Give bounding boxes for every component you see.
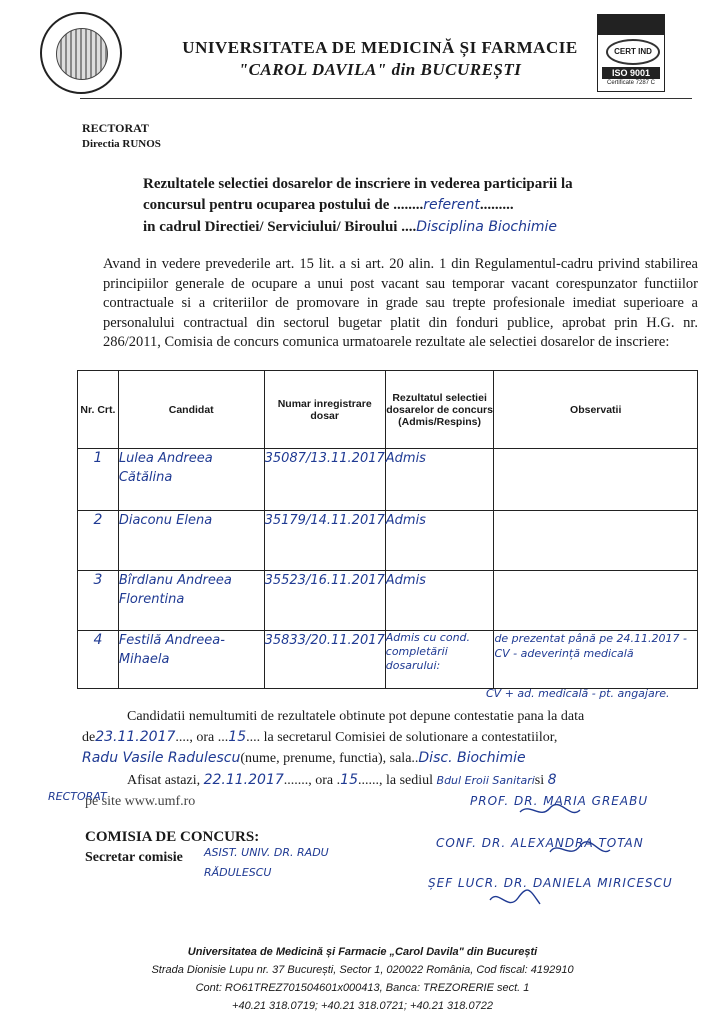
signature-1 bbox=[520, 805, 580, 813]
posted-time: 15 bbox=[340, 772, 358, 788]
footer-line3: Cont: RO61TREZ701504601x000413, Banca: TREZORERIE sect. 1 bbox=[195, 982, 530, 994]
footer-line1: Universitatea de Medicină și Farmacie „Carol Davila" din București bbox=[187, 946, 538, 958]
member3-name: ȘEF LUCR. DR. DANIELA MIRICESCU bbox=[428, 876, 673, 890]
footer-line2: Strada Dionisie Lupu nr. 37 București, Sector 1, 020022 România, Cod fiscal: 4192910 bbox=[151, 964, 574, 976]
closing-secretary-text: la secretarul Comisiei de solutionare a contestatiilor, bbox=[263, 730, 558, 745]
table-header-row bbox=[78, 371, 698, 449]
posted-sediu-value: Bdul Eroii Sanitari bbox=[436, 774, 535, 787]
cert-iso-label: ISO 9001 bbox=[602, 67, 660, 79]
doc-title-line1: Rezultatele selectiei dosarelor de inscriere in vederea participarii la bbox=[143, 176, 573, 192]
col-numar: Numar inregistrare dosar bbox=[264, 371, 385, 449]
row-nr: 4 bbox=[78, 631, 119, 689]
university-name-line2: "CAROL DAVILA" din BUCUREȘTI bbox=[238, 60, 522, 79]
row-dosar: 35833/20.11.2017 bbox=[264, 631, 385, 689]
table-row bbox=[78, 631, 698, 689]
row-observatii bbox=[494, 511, 698, 571]
closing-de: de bbox=[82, 730, 96, 745]
row-candidat: Lulea Andreea Cătălina bbox=[118, 449, 264, 511]
signature-3 bbox=[490, 890, 540, 904]
row-nr: 3 bbox=[78, 571, 119, 631]
closing-line4: Afisat astazi, 22.11.2017......., ora .15......, la sediul Bdul Eroii Sanitarisi 8 bbox=[127, 772, 557, 788]
university-name-line1: UNIVERSITATEA DE MEDICINĂ ȘI FARMACIE bbox=[182, 38, 578, 57]
table-row bbox=[78, 571, 698, 631]
header-divider bbox=[80, 98, 692, 99]
cert-number: Certificate 7287 C bbox=[606, 80, 656, 86]
title-post-prefix: concursul pentru ocuparea postului de bbox=[143, 197, 390, 213]
secretary-label: Secretar comisie bbox=[85, 850, 183, 865]
doc-title-line2: concursul pentru ocuparea postului de ........referent......... bbox=[143, 197, 514, 213]
title-dept-prefix: in cadrul Directiei/ Serviciului/ Biroului bbox=[143, 219, 398, 235]
row-dosar: 35523/16.11.2017 bbox=[264, 571, 385, 631]
secretary-name: Radu Vasile Radulescu bbox=[82, 750, 241, 766]
row-rezultat: Admis bbox=[385, 571, 494, 631]
title-dept-value: Disciplina Biochimie bbox=[416, 219, 557, 235]
title-post-value: referent bbox=[423, 197, 480, 213]
table-below-note: CV + ad. medicală - pt. angajare. bbox=[486, 687, 670, 700]
closing-line3: Radu Vasile Radulescu(nume, prenume, functia), sala..Disc. Biochimie bbox=[82, 750, 526, 766]
row-rezultat: Admis bbox=[385, 449, 494, 511]
row-dosar: 35087/13.11.2017 bbox=[264, 449, 385, 511]
col-observatii: Observatii bbox=[494, 371, 698, 449]
signature-2 bbox=[550, 842, 610, 852]
col-rezultat: Rezultatul selectiei dosarelor de concurs (Admis/Respins) bbox=[385, 371, 494, 449]
signatures-drawing bbox=[380, 800, 680, 920]
member1-name: PROF. DR. MARIA GREABU bbox=[470, 794, 649, 808]
contest-time: 15 bbox=[228, 729, 247, 745]
room-value: Disc. Biochimie bbox=[418, 750, 526, 766]
intro-paragraph: Avand in vedere prevederile art. 15 lit. a si art. 20 alin. 1 din Regulamentul-cadru privind stabilirea principiilor generale de ocupare a unui post vacant sau temporar vacant corespunzator functiilor contractuale si a criteriilor de promovare in grade sau trepte profesionale imediat superioare a personalului contractual din sectorul bugetar platit din fonduri publice, aprobat prin H.G. nr. 286/2011, Comisia de concurs comunica urmatoarele rezultate ale selectiei dosarelor de inscriere: bbox=[103, 256, 698, 350]
row-nr: 1 bbox=[78, 449, 119, 511]
contest-date: 23.11.2017 bbox=[95, 729, 176, 745]
posted-si: si bbox=[534, 773, 545, 788]
posted-nr: 8 bbox=[547, 772, 557, 788]
table-row bbox=[78, 449, 698, 511]
closing-ora: ora bbox=[196, 730, 215, 745]
table-row bbox=[78, 511, 698, 571]
site-line: pe site www.umf.ro bbox=[85, 794, 196, 809]
results-table bbox=[77, 370, 698, 689]
row-rezultat: Admis bbox=[385, 511, 494, 571]
row-observatii bbox=[494, 571, 698, 631]
closing-line2: de23.11.2017...., ora ...15.... la secretarul Comisiei de solutionare a contestatiilor, bbox=[82, 729, 558, 745]
posted-ora: ora bbox=[315, 773, 334, 788]
row-rezultat: Admis cu cond. completării dosarului: bbox=[385, 631, 494, 689]
row-observatii: de prezentat până pe 24.11.2017 - CV - adeverință medicală bbox=[494, 631, 698, 689]
university-seal-logo bbox=[40, 12, 122, 94]
col-nr: Nr. Crt. bbox=[78, 371, 119, 449]
closing-line1: Candidatii nemultumiti de rezultatele obtinute pot depune contestatie pana la data bbox=[127, 709, 585, 724]
secretary-handwritten: ASIST. UNIV. DR. RADU RĂDULESCU bbox=[204, 846, 329, 879]
row-observatii bbox=[494, 449, 698, 511]
rectorat-handwritten: RECTORAT bbox=[48, 790, 107, 803]
footer-line4: +40.21 318.0719; +40.21 318.0721; +40.21 318.0722 bbox=[232, 1000, 493, 1012]
commission-title: COMISIA DE CONCURS: bbox=[85, 829, 260, 845]
row-candidat: Festilă Andreea-Mihaela bbox=[118, 631, 264, 689]
iso-certification-logo: CERT IND ISO 9001 Certificate 7287 C bbox=[597, 14, 665, 92]
closing-name-label: (nume, prenume, functia), sala bbox=[240, 751, 412, 766]
rectorat-label: RECTORAT bbox=[82, 121, 149, 135]
col-candidat: Candidat bbox=[118, 371, 264, 449]
member2-name: CONF. DR. ALEXANDRA TOTAN bbox=[436, 836, 644, 850]
posted-sediu-label: la sediul bbox=[385, 773, 434, 788]
row-dosar: 35179/14.11.2017 bbox=[264, 511, 385, 571]
posted-label: Afisat astazi, bbox=[127, 773, 201, 788]
posted-date: 22.11.2017 bbox=[203, 772, 284, 788]
directia-label: Directia RUNOS bbox=[82, 138, 161, 150]
row-candidat: Diaconu Elena bbox=[118, 511, 264, 571]
row-candidat: Bîrdlanu Andreea Florentina bbox=[118, 571, 264, 631]
doc-title-line3: in cadrul Directiei/ Serviciului/ Biroului ....Disciplina Biochimie bbox=[143, 219, 557, 235]
row-nr: 2 bbox=[78, 511, 119, 571]
